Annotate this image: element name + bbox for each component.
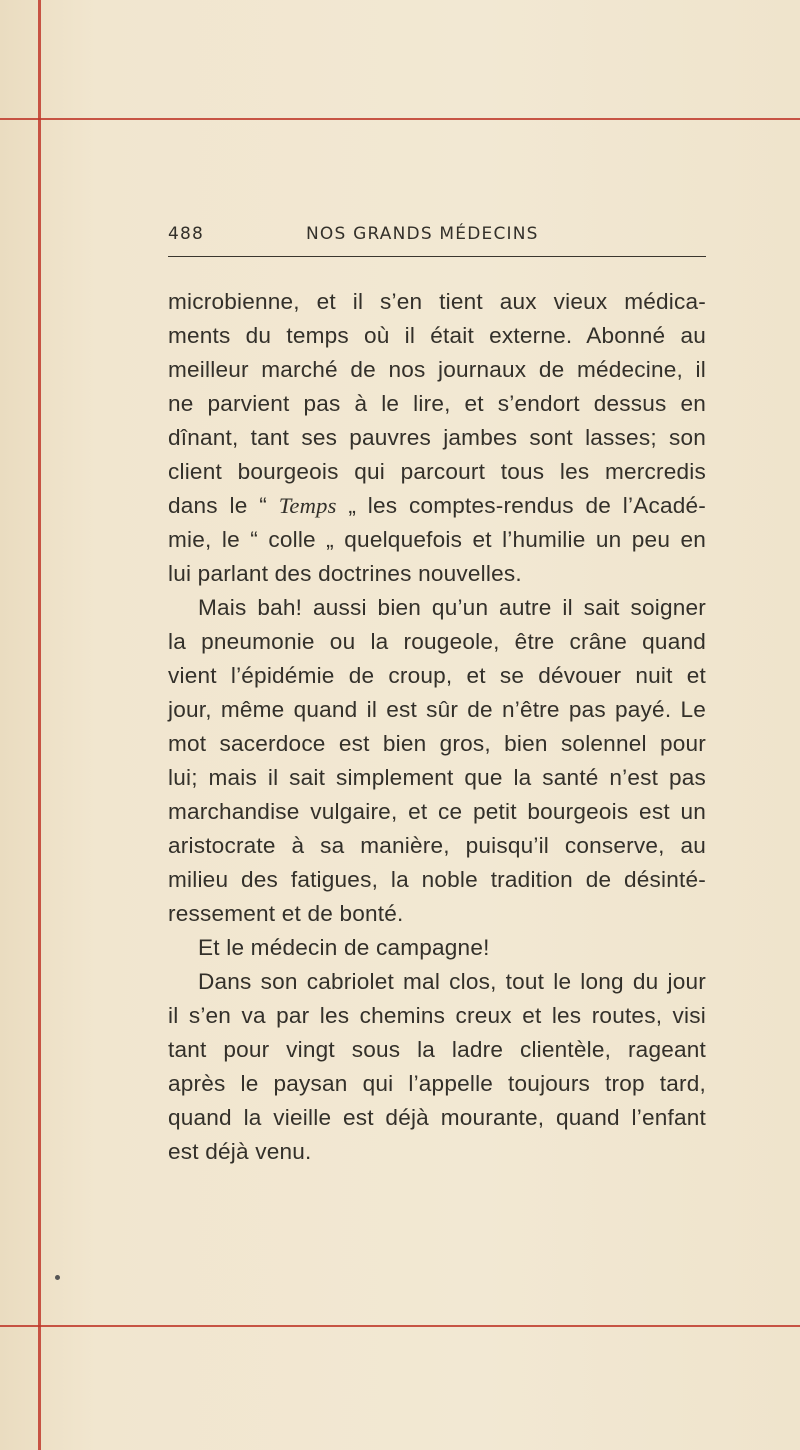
text-line: il s’en va par les chemins creux et les routes, visi (168, 1003, 706, 1028)
text-line: Et le médecin de campagne! (198, 935, 490, 960)
page-number: 488 (168, 224, 205, 244)
text-line: mot sacerdoce est bien gros, bien solennel pour (168, 731, 706, 756)
ink-speck (55, 1275, 60, 1280)
text-run: dans le “ (168, 493, 267, 518)
paragraph-1 (168, 285, 706, 591)
text-line: aristocrate à sa manière, puisqu’il conserve, au (168, 833, 706, 858)
text-line: meilleur marché de nos journaux de médecine, il (168, 357, 706, 382)
text-line: Dans son cabriolet mal clos, tout le long du jour (198, 969, 706, 994)
margin-rule-bottom (0, 1325, 800, 1327)
text-line: est déjà venu. (168, 1139, 312, 1164)
text-line: ressement et de bonté. (168, 901, 404, 926)
margin-rule-top (0, 118, 800, 120)
text-line: dînant, tant ses pauvres jambes sont lasses; son (168, 425, 706, 450)
page-header (168, 224, 706, 252)
text-line: milieu des fatigues, la noble tradition de désinté- (168, 867, 706, 892)
text-line: ne parvient pas à le lire, et s’endort dessus en (168, 391, 706, 416)
text-line (168, 489, 706, 523)
text-line: tant pour vingt sous la ladre clientèle, rageant (168, 1037, 706, 1062)
text-line: lui; mais il sait simplement que la santé n’est pas (168, 765, 706, 790)
body-text (168, 285, 706, 1169)
text-run: „ les comptes-rendus de l’Acadé- (348, 493, 707, 518)
running-title: NOS GRANDS MÉDECINS (306, 224, 539, 244)
text-line: quand la vieille est déjà mourante, quand l’enfant (168, 1105, 706, 1130)
italic-title: Temps (278, 493, 337, 518)
text-line: microbienne, et il s’en tient aux vieux médica- (168, 289, 706, 314)
text-line: jour, même quand il est sûr de n’être pas payé. Le (168, 697, 706, 722)
paragraph-3 (168, 931, 706, 965)
paragraph-2 (168, 591, 706, 931)
text-line: marchandise vulgaire, et ce petit bourgeois est un (168, 799, 706, 824)
text-line: après le paysan qui l’appelle toujours trop tard, (168, 1071, 706, 1096)
text-line: la pneumonie ou la rougeole, être crâne quand (168, 629, 706, 654)
paragraph-4 (168, 965, 706, 1169)
text-line: Mais bah! aussi bien qu’un autre il sait soigner (198, 595, 706, 620)
text-line: client bourgeois qui parcourt tous les mercredis (168, 459, 706, 484)
text-line: vient l’épidémie de croup, et se dévouer nuit et (168, 663, 706, 688)
text-line: lui parlant des doctrines nouvelles. (168, 561, 522, 586)
text-line: mie, le “ colle „ quelquefois et l’humilie un peu en (168, 527, 706, 552)
text-line: ments du temps où il était externe. Abonné au (168, 323, 706, 348)
margin-rule-vertical (38, 0, 41, 1450)
header-rule (168, 256, 706, 257)
